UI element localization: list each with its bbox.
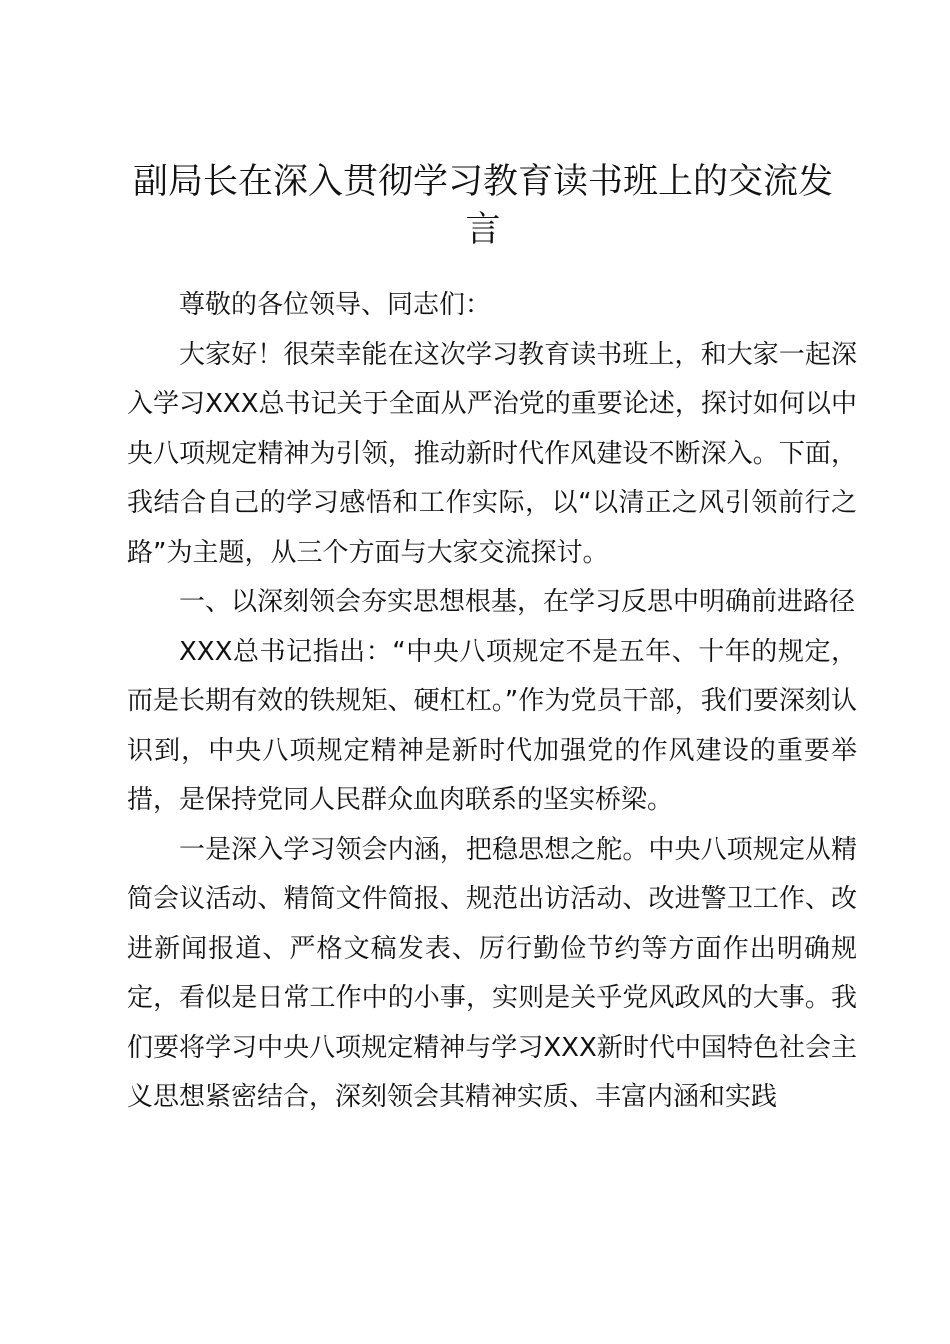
document-title: 副局长在深入贯彻学习教育读书班上的交流发言 xyxy=(132,162,833,250)
paragraph-intro: 大家好！很荣幸能在这次学习教育读书班上，和大家一起深入学习XXX总书记关于全面从严治党的重要论述，探讨如何以中央八项规定精神为引领，推动新时代作风建设不断深入。下面，我结合自己的学习感悟和工作实际，以“以清正之风引领前行之路”为主题，从三个方面与大家交流探讨。 xyxy=(127,339,857,568)
section-heading-1: 一、以深刻领会夯实思想根基，在学习反思中明确前进路径 xyxy=(179,587,856,617)
paragraph-point-1: 一是深入学习领会内涵，把稳思想之舵。中央八项规定从精简会议活动、精简文件简报、规范出访活动、改进警卫工作、改进新闻报道、严格文稿发表、厉行勤俭节约等方面作出明确规定，看似是日常工作中的小事，实则是关乎党风政风的大事。我们要将学习中央八项规定精神与学习XXX新时代中国特色社会主义思想紧密结合，深刻领会其精神实质、丰富内涵和实践 xyxy=(127,834,857,1112)
document-body xyxy=(127,281,857,1123)
paragraph-quote: XXX总书记指出：“中央八项规定不是五年、十年的规定，而是长期有效的铁规矩、硬杠杠。”作为党员干部，我们要深刻认识到，中央八项规定精神是新时代加强党的作风建设的重要举措，是保持党同人民群众血肉联系的坚实桥梁。 xyxy=(127,636,857,815)
salutation: 尊敬的各位领导、同志们： xyxy=(179,290,492,320)
